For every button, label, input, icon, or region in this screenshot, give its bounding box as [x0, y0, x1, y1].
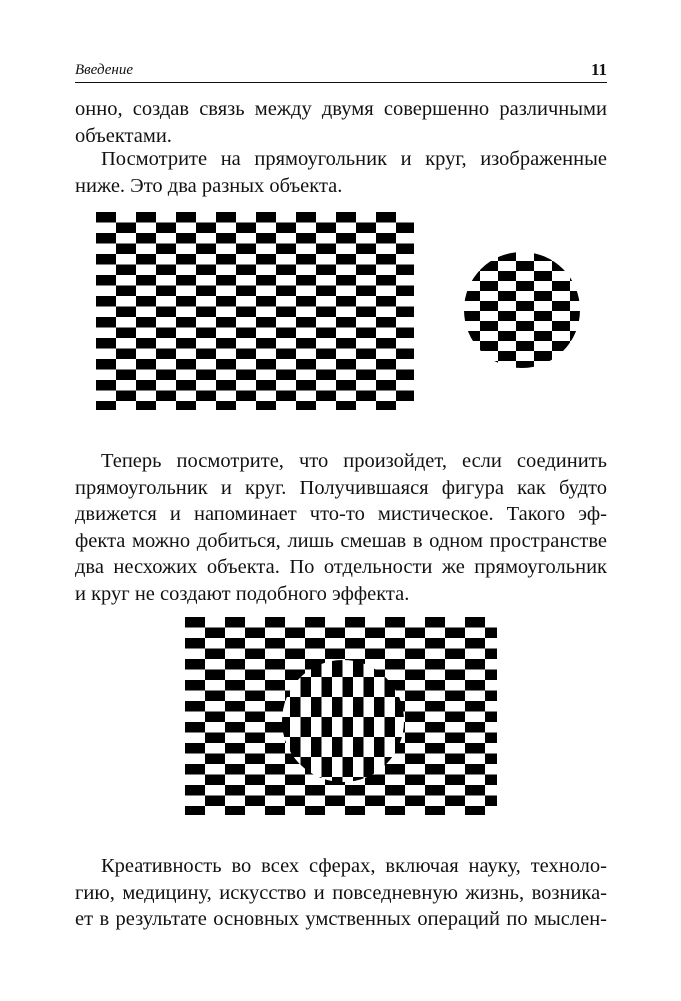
text-line: объектами. — [75, 124, 172, 147]
paragraph-3 — [75, 448, 607, 607]
foreground-circle — [282, 660, 404, 782]
text-line: фекта можно добиться, лишь смешав в одном пространстве — [75, 529, 607, 552]
text-line: прямоугольник и круг. Получившаяся фигура как будто — [75, 476, 607, 499]
text-line: Посмотрите на прямоугольник и круг, изображенные — [101, 148, 607, 170]
paragraph-4 — [75, 853, 607, 933]
text-line: движется и напоминает что-то мистическое. Такого эф- — [75, 503, 607, 525]
checker-circle-figure — [462, 251, 582, 369]
text-line: ниже. Это два разных объекта. — [75, 174, 343, 197]
text-line: Креативность во всех сферах, включая науку, техноло- — [101, 855, 607, 877]
text-line: онно, создав связь между двумя совершенно различными — [75, 98, 607, 120]
text-line: и круг не создают подобного эффекта. — [75, 582, 410, 605]
running-header — [75, 60, 607, 84]
paragraph-1 — [75, 96, 607, 149]
paragraph-2 — [75, 146, 607, 199]
page-number: 11 — [590, 60, 607, 79]
text-line: Теперь посмотрите, что произойдет, если соединить — [101, 450, 607, 472]
text-line: два несхожих объекта. По отдельности же прямоугольник — [75, 556, 607, 578]
header-rule — [75, 82, 607, 83]
checker-rectangle — [96, 212, 414, 410]
checker-circle — [464, 252, 580, 368]
combined-illusion-figure — [185, 617, 497, 815]
text-line: ет в результате основных умственных операций по мыслен- — [75, 908, 607, 930]
chapter-title: Введение — [75, 62, 133, 78]
checker-rectangle-figure — [96, 212, 414, 410]
text-line: гию, медицину, искусство и повседневную жизнь, возника- — [75, 881, 607, 904]
